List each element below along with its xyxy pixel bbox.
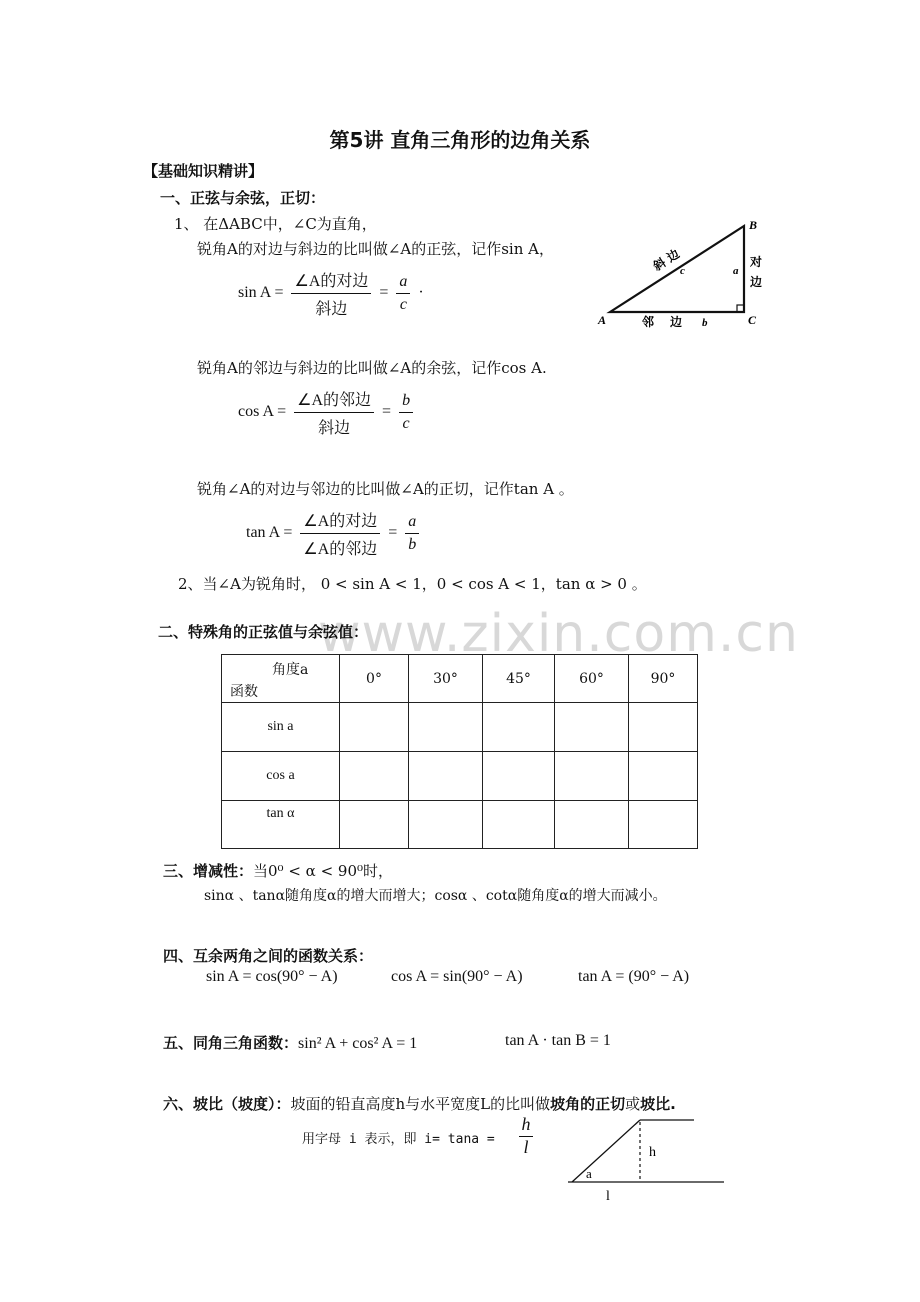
identity-formula-2: tan A · tan B = 1 bbox=[505, 1032, 611, 1049]
sin-lhs: sin A = bbox=[238, 284, 284, 302]
angle-header-45: 45° bbox=[483, 655, 555, 703]
tan-ratio-num: a bbox=[405, 513, 419, 534]
tan-lhs: tan A = bbox=[246, 524, 293, 542]
table-corner-cell bbox=[222, 655, 340, 703]
table-cell bbox=[409, 801, 483, 849]
table-row bbox=[222, 801, 698, 849]
tan-fraction bbox=[300, 508, 380, 559]
sin-fraction bbox=[291, 268, 371, 319]
table-cell bbox=[483, 801, 555, 849]
section-2-heading: 二、特殊角的正弦值与余弦值： bbox=[158, 623, 369, 641]
opposite-label-2: 边 bbox=[750, 275, 763, 289]
angle-header-90: 90° bbox=[629, 655, 698, 703]
slope-definition-line bbox=[302, 1128, 495, 1147]
table-cell bbox=[483, 752, 555, 801]
cos-numerator: ∠A的邻边 bbox=[294, 387, 374, 413]
width-label: l bbox=[606, 1189, 610, 1204]
table-cell bbox=[409, 703, 483, 752]
section-3-line bbox=[163, 860, 393, 881]
corner-function-label: 函数 bbox=[230, 684, 258, 700]
height-label: h bbox=[649, 1145, 656, 1160]
section-5-heading: 五、同角三角函数： bbox=[163, 1034, 299, 1052]
row-label-cos: cos a bbox=[222, 752, 340, 801]
table-cell bbox=[629, 801, 698, 849]
slope-line bbox=[572, 1120, 640, 1182]
section-3-heading: 三、增减性： bbox=[163, 862, 254, 880]
cos-ratio-num: b bbox=[399, 392, 413, 413]
table-cell bbox=[555, 703, 629, 752]
cos-fraction bbox=[294, 387, 374, 438]
page-title: 第5讲 直角三角形的边角关系 bbox=[329, 128, 591, 152]
tan-ratio bbox=[405, 513, 419, 554]
section-3-monotonicity: sinα 、tanα随角度α的增大而增大；cosα 、cotα随角度α的增大而减小。 bbox=[204, 888, 667, 904]
cos-lhs: cos A = bbox=[238, 403, 287, 421]
angle-label: a bbox=[586, 1166, 592, 1181]
identity-formula-1: sin² A + cos² A = 1 bbox=[298, 1035, 418, 1052]
opposite-label-1: 对 bbox=[750, 255, 763, 269]
opposite-var: a bbox=[733, 265, 739, 277]
adjacent-label-1: 邻 bbox=[642, 315, 655, 329]
cos-definition: 锐角A的邻边与斜边的比叫做∠A的余弦，记作cos A. bbox=[197, 359, 547, 377]
table-cell bbox=[555, 801, 629, 849]
table-cell bbox=[629, 752, 698, 801]
tan-equals: = bbox=[388, 524, 398, 542]
right-triangle-figure bbox=[592, 214, 772, 330]
table-cell bbox=[555, 752, 629, 801]
slope-fraction-den: l bbox=[523, 1137, 529, 1157]
table-cell bbox=[340, 801, 409, 849]
sin-dot: · bbox=[418, 284, 424, 302]
tan-denominator: ∠A的邻边 bbox=[303, 541, 378, 558]
sin-ratio-den: c bbox=[399, 296, 407, 313]
table-cell bbox=[340, 752, 409, 801]
section-1-heading: 一、正弦与余弦，正切： bbox=[160, 189, 326, 207]
cofunction-formula-1: sin A = cos(90° − A) bbox=[206, 968, 338, 985]
cos-ratio bbox=[399, 392, 413, 433]
angle-header-60: 60° bbox=[555, 655, 629, 703]
section-6-bold-1: 坡角的正切 bbox=[550, 1095, 626, 1113]
slope-fraction bbox=[519, 1114, 533, 1158]
corner-angle-label: 角度a bbox=[272, 662, 309, 678]
table-cell bbox=[483, 703, 555, 752]
table-cell bbox=[340, 703, 409, 752]
adjacent-var: b bbox=[702, 317, 708, 329]
cos-equals: = bbox=[382, 403, 392, 421]
hypotenuse-label: 斜 边 bbox=[650, 246, 682, 274]
cos-ratio-den: c bbox=[402, 415, 410, 432]
vertex-a-label: A bbox=[598, 313, 607, 327]
section-6-line bbox=[163, 1093, 676, 1114]
vertex-c-label: C bbox=[748, 313, 757, 327]
table-cell bbox=[629, 703, 698, 752]
sin-ratio-num: a bbox=[396, 273, 410, 294]
sin-denominator: 斜边 bbox=[315, 301, 348, 318]
special-angles-table bbox=[221, 654, 698, 849]
section-3-condition: 当0⁰ < α < 90⁰时， bbox=[253, 862, 394, 880]
tan-ratio-den: b bbox=[408, 536, 417, 553]
cos-formula bbox=[238, 387, 417, 438]
section-5-line bbox=[163, 1032, 417, 1053]
section-4-heading: 四、互余两角之间的函数关系： bbox=[163, 947, 374, 965]
section-6-mid: 或 bbox=[625, 1095, 641, 1113]
cofunction-formula-2: cos A = sin(90° − A) bbox=[391, 968, 523, 985]
slope-definition-text: 用字母 i 表示，即 i= tana = bbox=[302, 1132, 495, 1147]
row-label-sin: sin a bbox=[222, 703, 340, 752]
sin-numerator: ∠A的对边 bbox=[291, 268, 371, 294]
angle-header-30: 30° bbox=[409, 655, 483, 703]
row-label-tan: tan α bbox=[222, 801, 340, 849]
cos-denominator: 斜边 bbox=[318, 420, 351, 437]
cofunction-formula-3: tan A = (90° − A) bbox=[578, 968, 690, 985]
tan-formula bbox=[246, 508, 423, 559]
slope-figure bbox=[566, 1114, 728, 1206]
tan-numerator: ∠A的对边 bbox=[300, 508, 380, 534]
watermark: www.zixin.com.cn bbox=[318, 604, 799, 664]
table-row bbox=[222, 752, 698, 801]
table-row bbox=[222, 703, 698, 752]
table-cell bbox=[409, 752, 483, 801]
table-header-row bbox=[222, 655, 698, 703]
section-6-bold-2: 坡比. bbox=[640, 1095, 676, 1113]
tan-definition: 锐角∠A的对边与邻边的比叫做∠A的正切，记作tan A 。 bbox=[197, 480, 574, 498]
section-6-heading: 六、坡比（坡度）： bbox=[163, 1095, 291, 1113]
hypotenuse-var: c bbox=[680, 265, 685, 277]
sin-ratio bbox=[396, 273, 410, 314]
sin-equals: = bbox=[379, 284, 389, 302]
slope-fraction-num: h bbox=[519, 1114, 533, 1137]
section-6-text: 坡面的铅直高度h与水平宽度L的比叫做 bbox=[290, 1095, 551, 1113]
item-1-text: 1、 在ΔABC中，∠C为直角， bbox=[174, 215, 377, 233]
sin-definition: 锐角A的对边与斜边的比叫做∠A的正弦，记作sin A， bbox=[197, 240, 554, 258]
angle-header-0: 0° bbox=[340, 655, 409, 703]
item-2-text: 2、当∠A为锐角时， 0 < sin A < 1，0 < cos A < 1，tan α > 0 。 bbox=[178, 575, 647, 593]
sin-formula bbox=[238, 268, 424, 319]
triangle-shape bbox=[610, 226, 744, 312]
section-header: 【基础知识精讲】 bbox=[143, 162, 264, 180]
vertex-b-label: B bbox=[749, 218, 758, 232]
adjacent-label-2: 边 bbox=[670, 315, 683, 329]
